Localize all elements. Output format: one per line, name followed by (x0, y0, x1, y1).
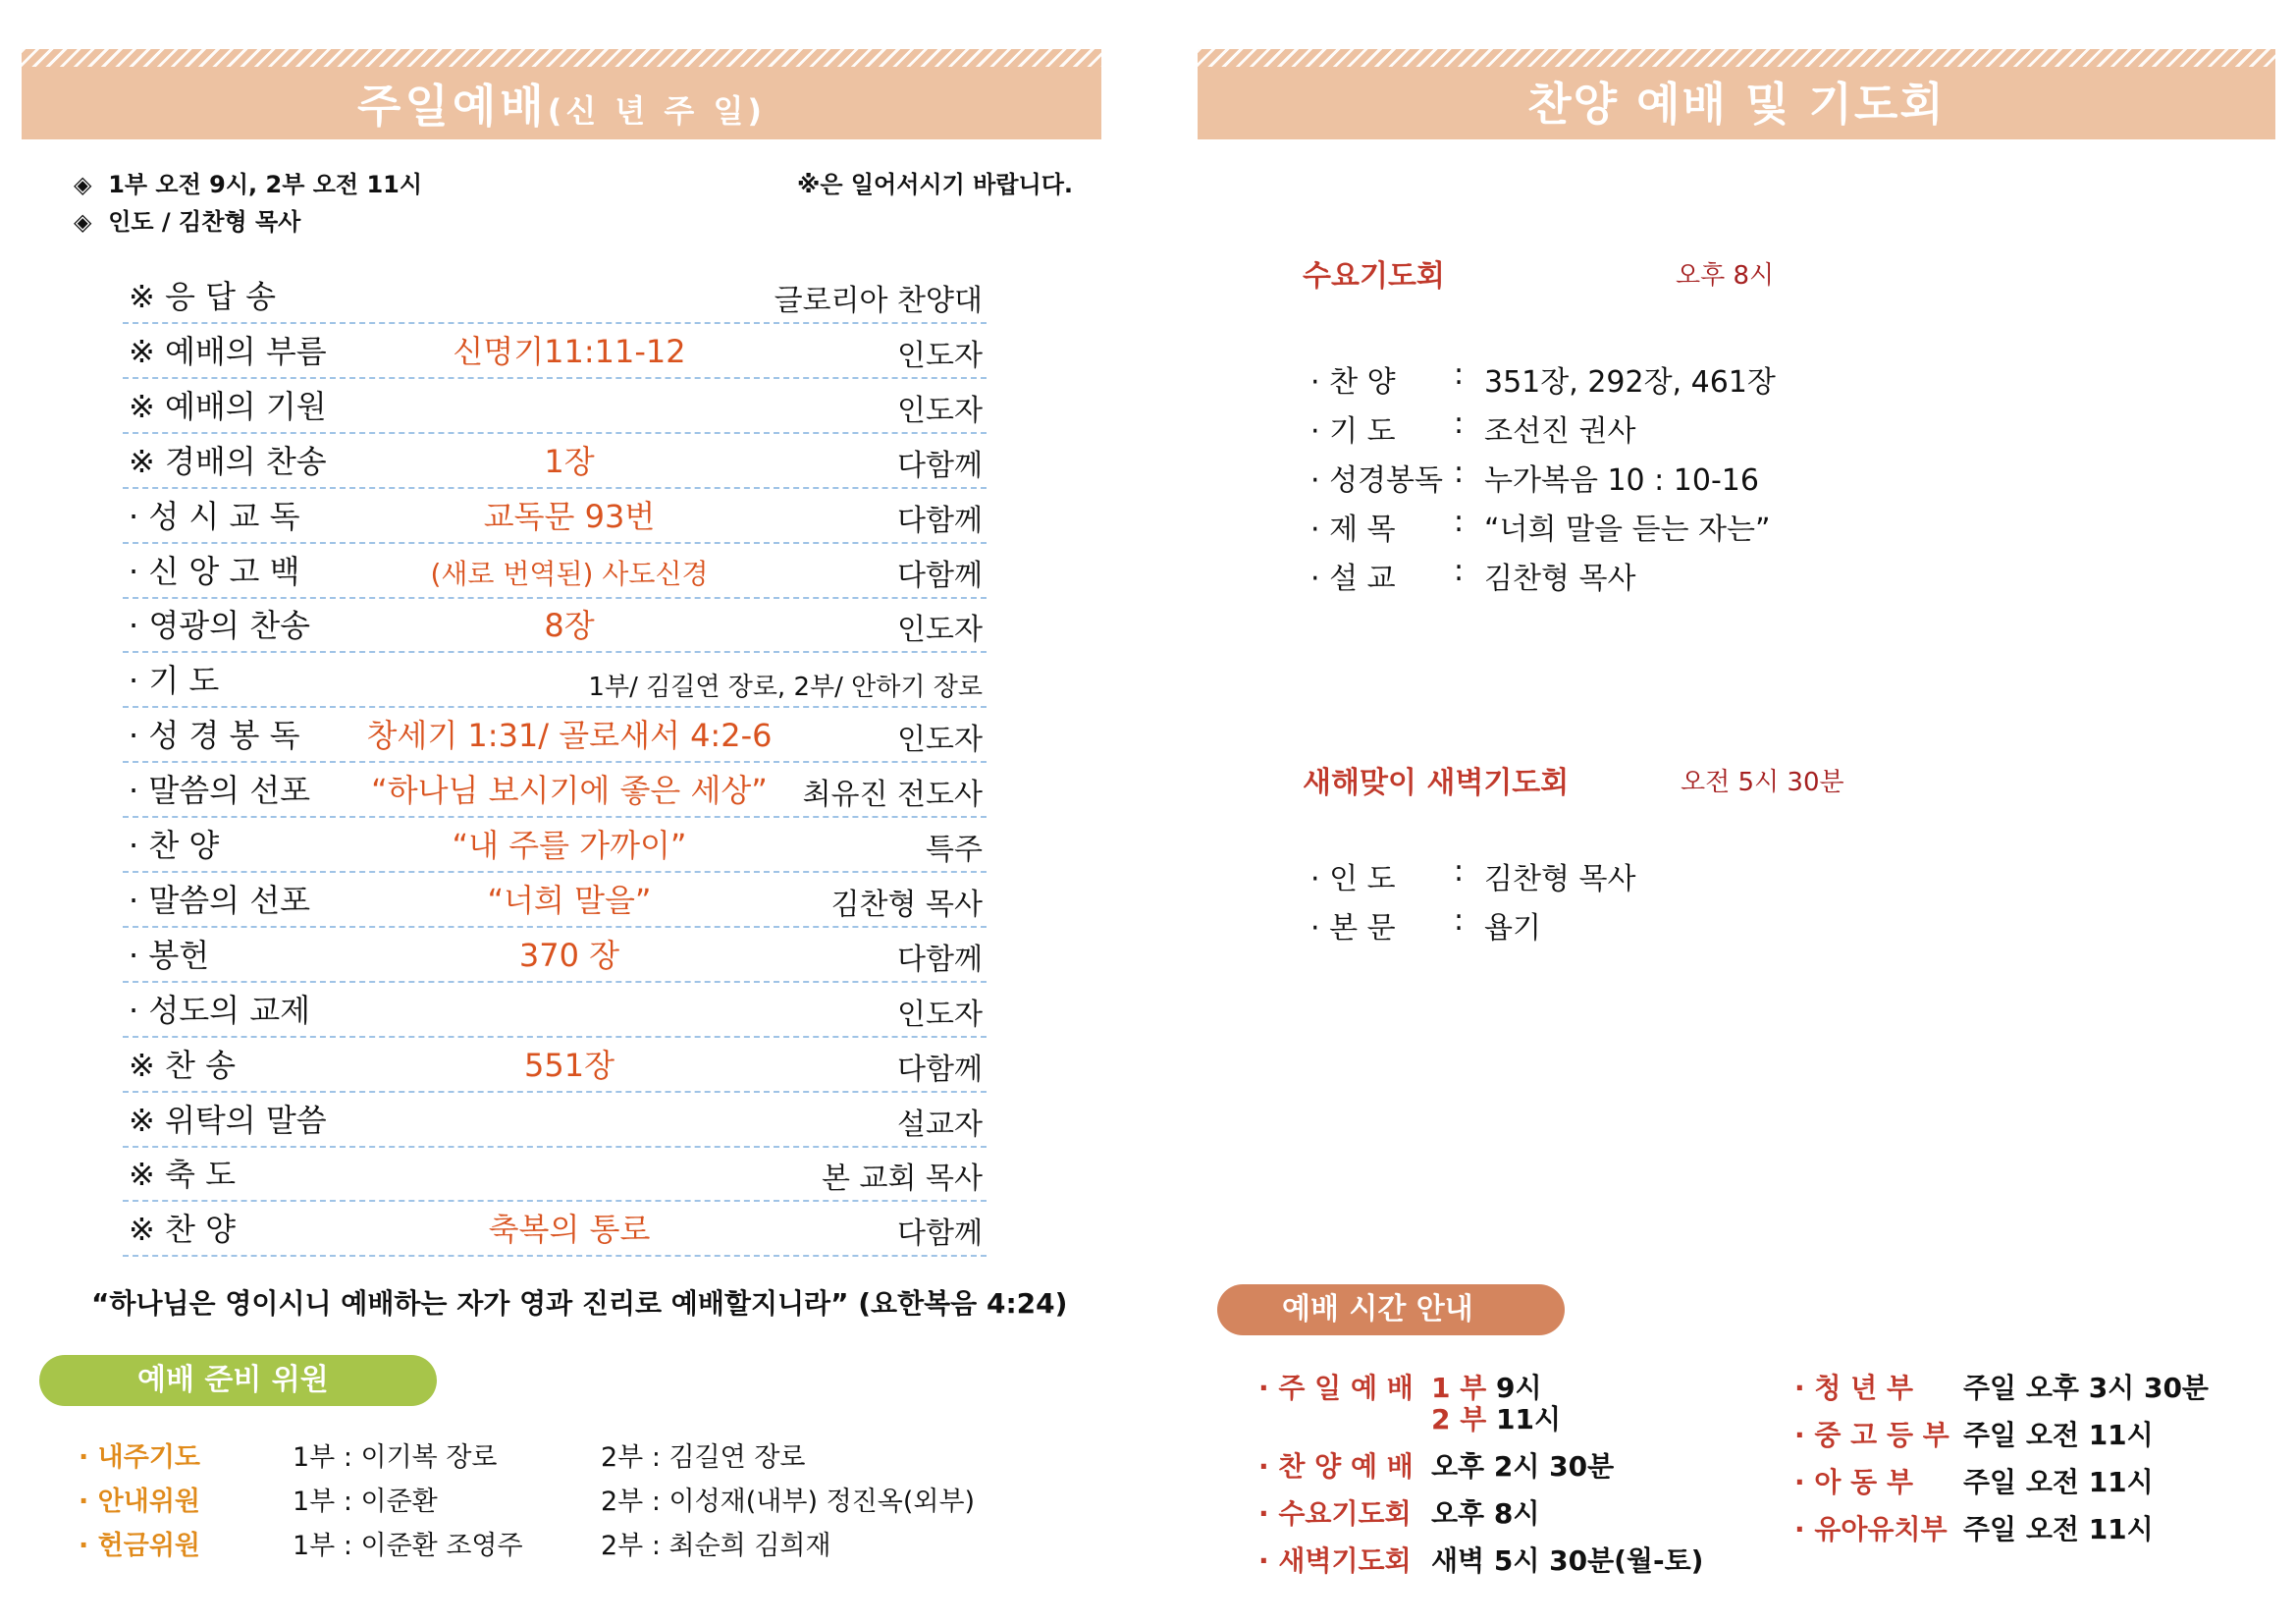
left-subtitle: (신 년 주 일) (547, 92, 767, 130)
colon-separator: : (1454, 456, 1465, 490)
order-person: 최유진 전도사 (802, 778, 983, 813)
order-label: · 신 앙 고 백 (129, 552, 300, 590)
item-value: 김찬형 목사 (1484, 862, 1636, 896)
item-value: 욥기 (1484, 911, 1541, 946)
item-value: “너희 말을 듣는 자는” (1484, 513, 1771, 547)
order-person: 다함께 (897, 1052, 983, 1087)
order-label: · 기 도 (129, 662, 220, 700)
wed-prayer-title: 수요기도회 (1303, 259, 1445, 294)
order-row (123, 488, 987, 544)
wed-service-row (1258, 1492, 1412, 1532)
order-detail: “하나님 보시기에 좋은 세상” (371, 772, 768, 810)
item-value: 누가복음 10 : 10-16 (1484, 463, 1759, 498)
prep-second-service: 2부 : 이성재(내부) 정진옥(외부) (601, 1487, 976, 1517)
order-row (123, 817, 987, 873)
colon-separator: : (1454, 903, 1465, 938)
order-label: ※ 예배의 부름 (129, 332, 327, 370)
order-person: 김찬형 목사 (830, 887, 983, 922)
service-times-title: 예배 시간 안내 (1282, 1292, 1473, 1326)
colon-separator: : (1454, 554, 1465, 588)
verse-quote: “하나님은 영이시니 예배하는 자가 영과 진리로 예배할지니라” (요한복음 4:24) (91, 1287, 1068, 1320)
order-detail: 8장 (544, 607, 595, 645)
second-service-label: 2 부 (1431, 1403, 1487, 1435)
order-label: · 말씀의 선포 (129, 881, 311, 919)
dept-time: 주일 오후 3시 30분 (1963, 1372, 2209, 1404)
dept-time: 주일 오전 11시 (1963, 1419, 2154, 1451)
order-person: 다함께 (897, 503, 983, 538)
colon-separator: : (1454, 854, 1465, 889)
item-key: · 찬 양 (1310, 365, 1396, 400)
order-detail: 창세기 1:31/ 골로새서 4:2-6 (366, 717, 773, 755)
order-person: 인도자 (897, 613, 983, 648)
prep-role: · 안내위원 (79, 1487, 200, 1517)
dawn-service-time: 새벽 5시 30분(월-토) (1431, 1544, 1704, 1577)
order-label: ※ 찬 송 (129, 1046, 236, 1084)
item-key: · 설 교 (1310, 562, 1396, 596)
order-person: 글로리아 찬양대 (774, 284, 983, 318)
first-service-label: 1 부 (1431, 1372, 1487, 1404)
item-key: · 성경봉독 (1310, 463, 1443, 498)
standing-note: ※은 일어서시기 바랍니다. (797, 171, 1073, 198)
wed-service-label: · 수요기도회 (1258, 1497, 1412, 1530)
order-label: · 성도의 교제 (129, 991, 311, 1029)
order-row (123, 1146, 987, 1202)
order-detail: 신명기11:11-12 (453, 332, 686, 370)
order-person: 다함께 (897, 448, 983, 483)
order-person: 1부/ 김길연 장로, 2부/ 안하기 장로 (588, 673, 983, 703)
order-row (123, 927, 987, 983)
order-label: ※ 예배의 기원 (129, 387, 327, 425)
prep-second-service: 2부 : 김길연 장로 (601, 1442, 806, 1473)
dept-time: 주일 오전 11시 (1963, 1466, 2154, 1498)
order-label: · 봉헌 (129, 936, 210, 974)
order-row (123, 872, 987, 928)
order-person: 다함께 (897, 942, 983, 977)
order-row (123, 323, 987, 379)
order-label: · 성 경 봉 독 (129, 717, 300, 755)
dept-label: · 유아유치부 (1794, 1513, 1948, 1545)
prep-first-service: 1부 : 이준환 (293, 1487, 438, 1517)
order-row (123, 268, 987, 324)
dawn-service-label: · 새벽기도회 (1258, 1544, 1412, 1577)
prep-committee-title: 예배 준비 위원 (137, 1363, 329, 1397)
dawn-prayer-title: 새해맞이 새벽기도회 (1303, 766, 1570, 800)
order-label: ※ 응 답 송 (129, 278, 277, 315)
prep-role: · 헌금위원 (79, 1531, 200, 1561)
order-person: 인도자 (897, 338, 983, 373)
leader-line (74, 202, 300, 237)
order-row (123, 378, 987, 434)
sunday-service-row (1258, 1367, 1414, 1406)
dept-time: 주일 오전 11시 (1963, 1513, 2154, 1545)
praise-service-time: 오후 2시 30분 (1431, 1450, 1615, 1483)
order-row (123, 707, 987, 763)
colon-separator: : (1454, 357, 1465, 392)
left-title: 주일예배 (356, 80, 548, 133)
order-detail: 교독문 93번 (483, 497, 656, 535)
order-label: · 영광의 찬송 (129, 607, 311, 645)
order-label: ※ 찬 양 (129, 1211, 236, 1249)
order-person: 다함께 (897, 558, 983, 593)
leader: 인도 / 김찬형 목사 (108, 208, 301, 236)
order-detail: 551장 (524, 1046, 614, 1084)
first-service-time: 9시 (1496, 1372, 1542, 1404)
dawn-service-row (1258, 1540, 1412, 1579)
order-row (123, 762, 987, 818)
diamond-icon: ◈ (74, 171, 92, 198)
order-row (123, 652, 987, 708)
order-row (123, 1037, 987, 1093)
wed-prayer-time: 오후 8시 (1676, 261, 1775, 291)
order-row (123, 1092, 987, 1148)
prep-first-service: 1부 : 이준환 조영주 (293, 1531, 523, 1561)
service-times-pill (1217, 1284, 1565, 1335)
colon-separator: : (1454, 505, 1465, 539)
praise-service-label: · 찬 양 예 배 (1258, 1450, 1414, 1483)
order-detail: 축복의 통로 (488, 1211, 651, 1249)
item-key: · 제 목 (1310, 513, 1396, 547)
order-detail: “너희 말을” (487, 881, 652, 919)
service-times: 1부 오전 9시, 2부 오전 11시 (108, 171, 423, 198)
diamond-icon: ◈ (74, 208, 92, 236)
dept-label: · 청 년 부 (1794, 1372, 1914, 1404)
order-person: 인도자 (897, 393, 983, 428)
order-row (123, 982, 987, 1038)
prep-first-service: 1부 : 이기복 장로 (293, 1442, 498, 1473)
prep-role: · 내주기도 (79, 1442, 200, 1473)
order-detail: (새로 번역된) 사도신경 (430, 557, 709, 590)
order-label: ※ 위탁의 말씀 (129, 1101, 327, 1139)
left-title-banner (22, 49, 1101, 139)
order-detail: “내 주를 가까이” (452, 827, 687, 864)
wed-service-time: 오후 8시 (1431, 1497, 1540, 1530)
order-person: 설교자 (897, 1107, 983, 1142)
order-label: · 성 시 교 독 (129, 497, 300, 535)
item-key: · 인 도 (1310, 862, 1396, 896)
sunday-second-service (1431, 1398, 1561, 1437)
order-person: 다함께 (897, 1217, 983, 1252)
colon-separator: : (1454, 406, 1465, 441)
order-person: 특주 (926, 833, 983, 867)
order-row (123, 1201, 987, 1257)
right-title: 찬양 예배 및 기도회 (1527, 78, 1946, 131)
order-label: · 말씀의 선포 (129, 772, 311, 810)
item-value: 351장, 292장, 461장 (1484, 365, 1776, 400)
item-key: · 기 도 (1310, 414, 1396, 449)
order-person: 인도자 (897, 997, 983, 1032)
service-time-line (74, 165, 422, 199)
sunday-service-label: · 주 일 예 배 (1258, 1372, 1414, 1404)
dept-label: · 중 고 등 부 (1794, 1419, 1949, 1451)
dept-label: · 아 동 부 (1794, 1466, 1914, 1498)
prep-second-service: 2부 : 최순희 김희재 (601, 1531, 831, 1561)
prep-committee-pill (39, 1355, 437, 1406)
right-title-banner (1198, 49, 2275, 139)
item-value: 김찬형 목사 (1484, 562, 1636, 596)
second-service-time: 11시 (1496, 1403, 1562, 1435)
order-row (123, 597, 987, 653)
order-label: ※ 경배의 찬송 (129, 442, 327, 480)
dawn-prayer-time: 오전 5시 30분 (1681, 768, 1844, 797)
order-person: 인도자 (897, 723, 983, 758)
item-value: 조선진 권사 (1484, 414, 1636, 449)
order-detail: 1장 (544, 442, 595, 480)
item-key: · 본 문 (1310, 911, 1396, 946)
order-row (123, 433, 987, 489)
order-person: 본 교회 목사 (822, 1162, 983, 1197)
order-row (123, 543, 987, 599)
order-label: ※ 축 도 (129, 1156, 236, 1194)
praise-service-row (1258, 1445, 1414, 1485)
order-label: · 찬 양 (129, 827, 220, 864)
order-detail: 370 장 (518, 936, 620, 974)
